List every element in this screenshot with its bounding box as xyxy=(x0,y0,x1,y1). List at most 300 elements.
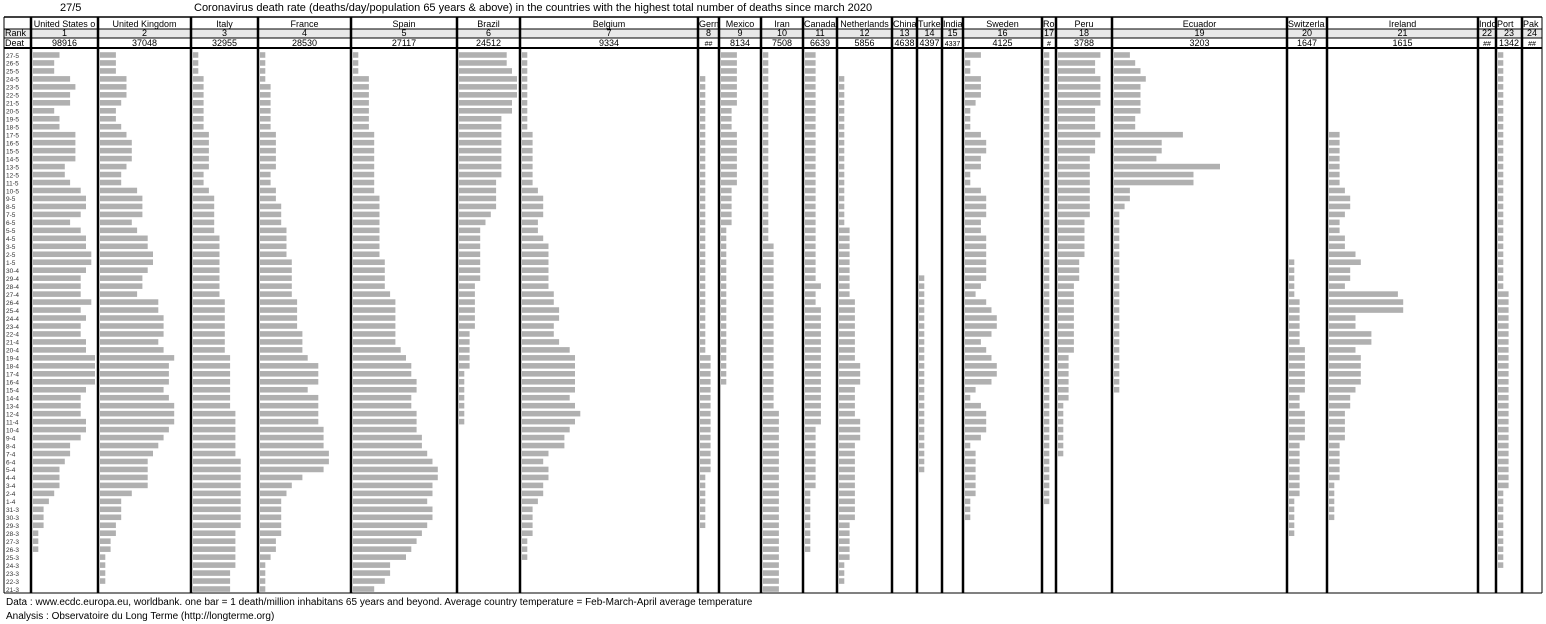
bar xyxy=(260,307,297,313)
bar xyxy=(1044,251,1049,257)
date-tick-label: 11-5 xyxy=(6,180,19,188)
country-rank: 21 xyxy=(1397,28,1408,38)
bar xyxy=(763,100,768,106)
bar xyxy=(1058,196,1090,202)
bar xyxy=(100,459,148,465)
bar xyxy=(1498,188,1503,194)
bar xyxy=(721,236,726,242)
bar xyxy=(353,188,374,194)
bar xyxy=(193,435,235,441)
bar xyxy=(1044,347,1049,353)
bar xyxy=(919,339,924,345)
bar xyxy=(1498,124,1503,130)
bar xyxy=(700,387,711,393)
bar xyxy=(763,156,768,162)
bar xyxy=(1044,411,1049,417)
bar xyxy=(700,507,705,513)
bar xyxy=(763,275,774,281)
bar xyxy=(33,283,81,289)
bar xyxy=(33,403,81,409)
bar xyxy=(193,459,241,465)
bar xyxy=(700,514,705,520)
bar xyxy=(1498,275,1503,281)
bar xyxy=(459,84,517,90)
bar xyxy=(1058,140,1095,146)
bar xyxy=(100,355,174,361)
bar xyxy=(1044,204,1049,210)
bar xyxy=(100,259,153,265)
country-rank: 22 xyxy=(1481,28,1493,38)
bar xyxy=(839,507,855,513)
bar xyxy=(260,315,297,321)
bar xyxy=(522,499,538,505)
bar xyxy=(459,148,501,154)
bar xyxy=(522,522,533,528)
bar xyxy=(260,236,287,242)
bar xyxy=(33,339,86,345)
bar xyxy=(700,148,705,154)
date-tick-label: 27-5 xyxy=(6,52,20,60)
bar xyxy=(522,339,559,345)
bar xyxy=(839,124,844,130)
bar xyxy=(193,236,220,242)
bar xyxy=(353,443,422,449)
bar xyxy=(522,92,527,98)
country-rank: 14 xyxy=(924,28,935,38)
bar xyxy=(763,148,768,154)
bar xyxy=(700,132,705,138)
bar xyxy=(700,522,705,528)
country-name: Sweden xyxy=(986,19,1019,29)
bar xyxy=(522,331,554,337)
country-name: Iran xyxy=(774,19,790,29)
bar xyxy=(193,116,204,122)
bar xyxy=(805,267,816,273)
date-tick-label: 26-5 xyxy=(6,60,20,68)
bar xyxy=(459,188,496,194)
bar xyxy=(763,419,779,425)
bar xyxy=(805,259,816,265)
bar xyxy=(805,84,816,90)
bar xyxy=(805,491,810,497)
bar xyxy=(1498,530,1503,536)
date-tick-label: 26-4 xyxy=(6,299,20,307)
date-tick-label: 12-5 xyxy=(6,172,20,180)
bar xyxy=(700,459,711,465)
bar xyxy=(1058,251,1085,257)
bar xyxy=(763,132,768,138)
bar xyxy=(1289,323,1300,329)
bar xyxy=(522,538,527,544)
bar xyxy=(763,443,779,449)
bar xyxy=(1289,283,1294,289)
row-label-rank: Rank xyxy=(5,28,27,38)
bar xyxy=(260,331,302,337)
bar xyxy=(522,204,543,210)
bar xyxy=(919,371,924,377)
bar xyxy=(193,546,235,552)
bar xyxy=(353,530,422,536)
bar xyxy=(763,395,774,401)
date-tick-label: 22-3 xyxy=(6,578,20,586)
bar xyxy=(193,220,214,226)
bar xyxy=(100,427,169,433)
bar xyxy=(839,530,850,536)
bar xyxy=(965,84,981,90)
bar xyxy=(1044,475,1049,481)
bar xyxy=(965,108,970,114)
bar xyxy=(1289,395,1300,401)
bar xyxy=(33,68,54,74)
date-tick-label: 23-4 xyxy=(6,323,20,331)
bar xyxy=(1044,483,1049,489)
bar xyxy=(260,395,318,401)
bar xyxy=(353,156,374,162)
bar xyxy=(193,283,220,289)
bar xyxy=(721,323,726,329)
bar xyxy=(33,100,70,106)
date-tick-label: 14-5 xyxy=(6,156,20,164)
bar xyxy=(1058,204,1090,210)
bar xyxy=(1044,172,1049,178)
bar xyxy=(353,371,411,377)
bar xyxy=(839,315,855,321)
bar xyxy=(1498,291,1509,297)
bar xyxy=(1498,228,1503,234)
bar xyxy=(1289,379,1305,385)
bar xyxy=(1058,68,1095,74)
bar xyxy=(353,100,369,106)
bar xyxy=(805,275,816,281)
country-total-deaths: 4397 xyxy=(919,38,940,48)
bar xyxy=(1058,379,1069,385)
bar xyxy=(1044,283,1049,289)
bar xyxy=(919,467,924,473)
bar xyxy=(805,443,816,449)
bar xyxy=(700,84,705,90)
bar xyxy=(805,467,816,473)
bar xyxy=(353,196,380,202)
bar xyxy=(260,379,318,385)
bar xyxy=(839,403,855,409)
bar xyxy=(522,148,533,154)
bar xyxy=(763,499,779,505)
bar xyxy=(805,100,816,106)
bar xyxy=(353,475,438,481)
bar xyxy=(33,92,70,98)
bar xyxy=(839,578,844,584)
bar xyxy=(1498,467,1509,473)
date-tick-label: 1-5 xyxy=(6,260,16,268)
bar xyxy=(919,435,924,441)
date-tick-label: 8-4 xyxy=(6,443,16,451)
bar xyxy=(721,196,732,202)
bar xyxy=(1329,236,1345,242)
bar xyxy=(965,148,986,154)
bar xyxy=(100,395,169,401)
bar xyxy=(1044,331,1049,337)
bar xyxy=(1329,220,1340,226)
bar xyxy=(965,251,986,257)
bar xyxy=(353,180,374,186)
bar xyxy=(721,315,726,321)
bar xyxy=(522,283,549,289)
bar xyxy=(1044,371,1049,377)
bar xyxy=(763,164,768,170)
bar xyxy=(1289,331,1300,337)
bar xyxy=(1058,267,1079,273)
bar xyxy=(353,586,374,592)
bar xyxy=(1114,108,1141,114)
bar xyxy=(700,499,705,505)
bar xyxy=(839,251,850,257)
bar xyxy=(522,267,549,273)
bar xyxy=(1329,140,1340,146)
bar xyxy=(763,467,779,473)
bar xyxy=(260,116,271,122)
bar xyxy=(805,220,816,226)
bar xyxy=(1044,84,1049,90)
bar xyxy=(919,443,924,449)
bar xyxy=(1044,259,1049,265)
bar xyxy=(1329,395,1350,401)
country-total-deaths: 1647 xyxy=(1296,38,1318,48)
bar xyxy=(522,76,527,82)
bar xyxy=(522,554,527,560)
bar xyxy=(965,275,986,281)
bar xyxy=(1498,507,1503,513)
bar xyxy=(1329,427,1345,433)
bar xyxy=(839,355,855,361)
bar xyxy=(1498,395,1509,401)
bar xyxy=(1114,156,1156,162)
bar xyxy=(193,514,241,520)
bar xyxy=(353,355,406,361)
bar xyxy=(1289,483,1300,489)
bar xyxy=(1498,196,1503,202)
bar xyxy=(1044,355,1049,361)
bar xyxy=(839,522,850,528)
bar xyxy=(193,363,230,369)
bar xyxy=(1044,220,1049,226)
bar xyxy=(763,228,768,234)
bar xyxy=(459,259,480,265)
bar xyxy=(805,347,821,353)
bar xyxy=(193,60,198,66)
bar xyxy=(919,355,924,361)
bar xyxy=(1329,148,1340,154)
bar xyxy=(839,156,844,162)
bar xyxy=(721,283,726,289)
bar xyxy=(763,483,779,489)
bar xyxy=(353,514,433,520)
bar xyxy=(522,491,543,497)
bar xyxy=(353,92,369,98)
bar xyxy=(965,60,970,66)
bar xyxy=(1498,347,1509,353)
bar xyxy=(763,68,768,74)
bar xyxy=(965,100,976,106)
bar xyxy=(721,172,737,178)
bar xyxy=(100,251,153,257)
bar xyxy=(193,538,235,544)
row-label-deaths: Deat xyxy=(5,38,25,48)
bar xyxy=(839,538,850,544)
bar xyxy=(459,331,470,337)
bar xyxy=(965,363,997,369)
bar xyxy=(522,395,570,401)
bar xyxy=(700,212,705,218)
bar xyxy=(1058,363,1069,369)
bar xyxy=(1044,459,1049,465)
bar xyxy=(1289,507,1294,513)
bar xyxy=(193,586,230,592)
bar xyxy=(193,387,230,393)
bar xyxy=(839,562,844,568)
bar xyxy=(721,259,726,265)
bar xyxy=(522,530,533,536)
bar xyxy=(522,212,543,218)
bar xyxy=(260,283,292,289)
bar xyxy=(763,124,768,130)
bar xyxy=(522,164,533,170)
bar xyxy=(33,140,75,146)
bar xyxy=(805,68,816,74)
bar xyxy=(33,379,95,385)
bar xyxy=(522,371,575,377)
bar xyxy=(459,387,464,393)
country-name: Switzerla xyxy=(1288,19,1325,29)
bar xyxy=(100,188,137,194)
bar xyxy=(100,196,142,202)
country-rank: 24 xyxy=(1526,28,1538,38)
bar xyxy=(965,228,981,234)
bar xyxy=(1498,499,1503,505)
date-tick-label: 16-5 xyxy=(6,140,20,148)
bar xyxy=(763,570,779,576)
bar xyxy=(965,236,986,242)
bar xyxy=(1044,267,1049,273)
country-name: Gern xyxy=(699,19,720,29)
date-tick-label: 8-5 xyxy=(6,204,16,212)
bar xyxy=(193,84,204,90)
bar xyxy=(353,116,369,122)
bar xyxy=(193,100,204,106)
bar xyxy=(193,411,235,417)
date-tick-label: 10-4 xyxy=(6,427,20,435)
bar xyxy=(763,363,774,369)
bar xyxy=(100,267,148,273)
bar xyxy=(353,522,427,528)
bar xyxy=(193,443,235,449)
bar xyxy=(33,204,86,210)
bar xyxy=(965,427,986,433)
date-tick-label: 29-4 xyxy=(6,275,20,283)
bar xyxy=(1044,212,1049,218)
footer-data-source: Data : www.ecdc.europa.eu, worldbank. one bar = 1 death/million inhabitans 65 years and beyond. Average country temperature = Feb-March-April average temperature xyxy=(6,597,753,608)
bar xyxy=(193,196,214,202)
bar xyxy=(839,467,855,473)
bar xyxy=(919,459,924,465)
bar xyxy=(839,164,844,170)
bar xyxy=(1058,347,1074,353)
bar xyxy=(1329,172,1340,178)
bar xyxy=(805,140,816,146)
bar xyxy=(965,499,970,505)
bar xyxy=(459,347,470,353)
date-tick-label: 21-4 xyxy=(6,339,20,347)
bar xyxy=(353,212,380,218)
bar xyxy=(763,196,768,202)
bar xyxy=(700,124,705,130)
bar xyxy=(193,395,230,401)
bar xyxy=(919,403,924,409)
country-name: Netherlands xyxy=(840,19,889,29)
bar xyxy=(1498,307,1509,313)
bar xyxy=(1498,164,1503,170)
bar xyxy=(459,132,501,138)
bar xyxy=(260,403,318,409)
bar xyxy=(1114,92,1141,98)
bar xyxy=(839,570,844,576)
bar xyxy=(353,427,417,433)
bar xyxy=(522,403,575,409)
bar xyxy=(522,156,533,162)
bar xyxy=(1498,68,1503,74)
bar xyxy=(100,84,127,90)
country-name: Ro xyxy=(1043,19,1055,29)
bar xyxy=(965,331,992,337)
bar xyxy=(1058,92,1100,98)
bar xyxy=(33,299,91,305)
bar xyxy=(1498,259,1503,265)
bar xyxy=(260,546,276,552)
bar xyxy=(839,411,855,417)
bar xyxy=(1044,92,1049,98)
bar xyxy=(919,331,924,337)
bar xyxy=(839,228,850,234)
country-total-deaths: 24512 xyxy=(475,38,502,48)
date-tick-label: 3-5 xyxy=(6,244,16,252)
bar xyxy=(1114,84,1141,90)
bar xyxy=(763,180,768,186)
bar xyxy=(100,148,132,154)
bar xyxy=(763,243,774,249)
bar xyxy=(260,483,292,489)
bar xyxy=(919,451,924,457)
bar xyxy=(353,172,374,178)
bar xyxy=(1498,299,1509,305)
bar xyxy=(459,395,464,401)
country-total-deaths: ## xyxy=(704,41,713,48)
bar xyxy=(1289,275,1294,281)
bar xyxy=(763,546,779,552)
bar xyxy=(1058,76,1100,82)
bar xyxy=(700,379,711,385)
country-rank: 15 xyxy=(947,28,958,38)
bar xyxy=(1289,299,1300,305)
bar xyxy=(700,76,705,82)
country-name: Mexico xyxy=(725,19,755,29)
bar xyxy=(193,427,235,433)
bar xyxy=(763,52,768,58)
bar xyxy=(721,188,732,194)
bar xyxy=(260,323,297,329)
bar xyxy=(763,259,774,265)
date-tick-label: 17-4 xyxy=(6,371,20,379)
bar xyxy=(193,251,220,257)
bar xyxy=(805,283,821,289)
